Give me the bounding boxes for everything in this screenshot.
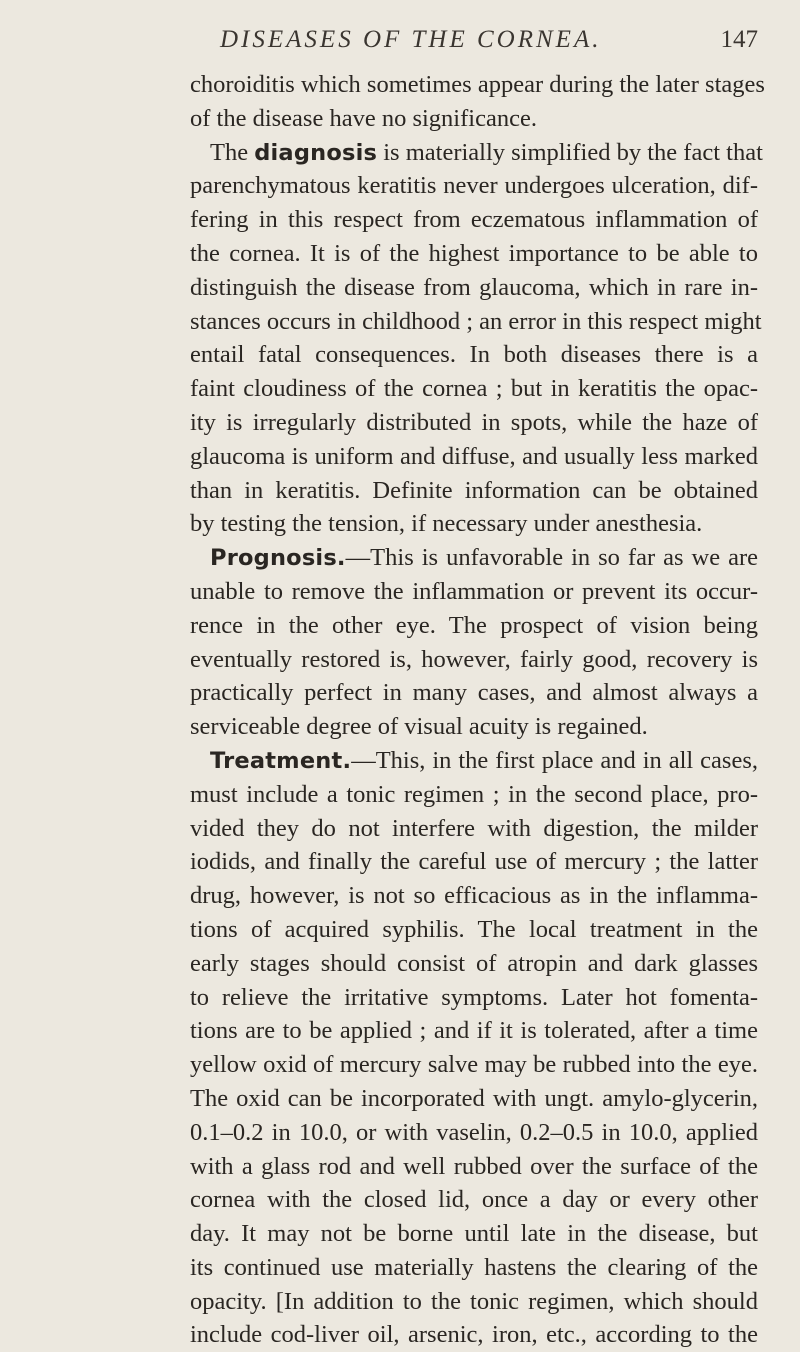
text-line	[190, 541, 758, 575]
text-line: The oxid can be incorporated with ungt. amylo-glycerin,	[190, 1084, 758, 1112]
text-line: vided they do not interfere with digestion, the milder	[190, 814, 758, 842]
text-line: serviceable degree of visual acuity is regained.	[190, 713, 648, 741]
page-number: 147	[720, 26, 758, 53]
running-title: DISEASES OF THE CORNEA.	[220, 26, 602, 53]
text-line: than in keratitis. Definite information can be obtained	[190, 476, 758, 504]
text-line: distinguish the disease from glaucoma, which in rare in-	[190, 273, 758, 301]
text-line: tions of acquired syphilis. The local treatment in the	[190, 915, 758, 943]
text-line: unable to remove the inflammation or prevent its occur-	[190, 577, 758, 605]
text-line: cornea with the closed lid, once a day or every other	[190, 1186, 758, 1214]
section-heading: Prognosis.	[210, 545, 346, 572]
line-text: is materially simplified by the fact that	[377, 138, 763, 166]
text-line: day. It may not be borne until late in the disease, but	[190, 1220, 758, 1248]
text-line: of the disease have no significance.	[190, 104, 537, 132]
text-line: include cod-liver oil, arsenic, iron, etc., according to the	[190, 1321, 758, 1349]
text-line: its continued use materially hastens the clearing of the	[190, 1253, 758, 1281]
text-line: to relieve the irritative symptoms. Later hot fomenta-	[190, 983, 758, 1011]
section-heading: Treatment.	[210, 747, 352, 774]
text-line: 0.1–0.2 in 10.0, or with vaselin, 0.2–0.5 in 10.0, applied	[190, 1118, 758, 1146]
text-line: drug, however, is not so efficacious as in the inflamma-	[190, 882, 758, 910]
text-line: entail fatal consequences. In both diseases there is a	[190, 341, 758, 369]
text-line: with a glass rod and well rubbed over the surface of the	[190, 1152, 758, 1180]
line-text: —This, in the first place and in all cases,	[351, 746, 758, 774]
text-line: eventually restored is, however, fairly good, recovery is	[190, 645, 758, 673]
text-line	[190, 136, 763, 170]
text-line: parenchymatous keratitis never undergoes ulceration, dif-	[190, 172, 758, 200]
text-line: iodids, and finally the careful use of mercury ; the latter	[190, 848, 758, 876]
text-line: early stages should consist of atropin and dark glasses	[190, 949, 758, 977]
text-line	[190, 744, 758, 778]
line-text: —This is unfavorable in so far as we are	[345, 544, 758, 572]
text-line: fering in this respect from eczematous inflammation of	[190, 206, 758, 234]
text-line: stances occurs in childhood ; an error in this respect might	[190, 307, 762, 335]
text-line: faint cloudiness of the cornea ; but in keratitis the opac-	[190, 375, 758, 403]
running-head	[190, 26, 764, 66]
text-line: must include a tonic regimen ; in the second place, pro-	[190, 780, 758, 808]
section-heading: diagnosis	[254, 139, 378, 166]
body-text	[190, 68, 765, 1352]
text-line: choroiditis which sometimes appear during the later stages	[190, 71, 765, 98]
text-line: practically perfect in many cases, and almost always a	[190, 679, 758, 707]
text-line: rence in the other eye. The prospect of vision being	[190, 611, 758, 639]
text-line: the cornea. It is of the highest importance to be able to	[190, 239, 758, 267]
text-line: ity is irregularly distributed in spots, while the haze of	[190, 408, 758, 436]
text-line: opacity. [In addition to the tonic regimen, which should	[190, 1287, 758, 1315]
text-line: yellow oxid of mercury salve may be rubbed into the eye.	[190, 1051, 758, 1079]
text-line: glaucoma is uniform and diffuse, and usually less marked	[190, 442, 758, 470]
line-text: The	[210, 138, 255, 166]
text-line: by testing the tension, if necessary under anesthesia.	[190, 510, 703, 538]
text-line: tions are to be applied ; and if it is tolerated, after a time	[190, 1017, 758, 1045]
